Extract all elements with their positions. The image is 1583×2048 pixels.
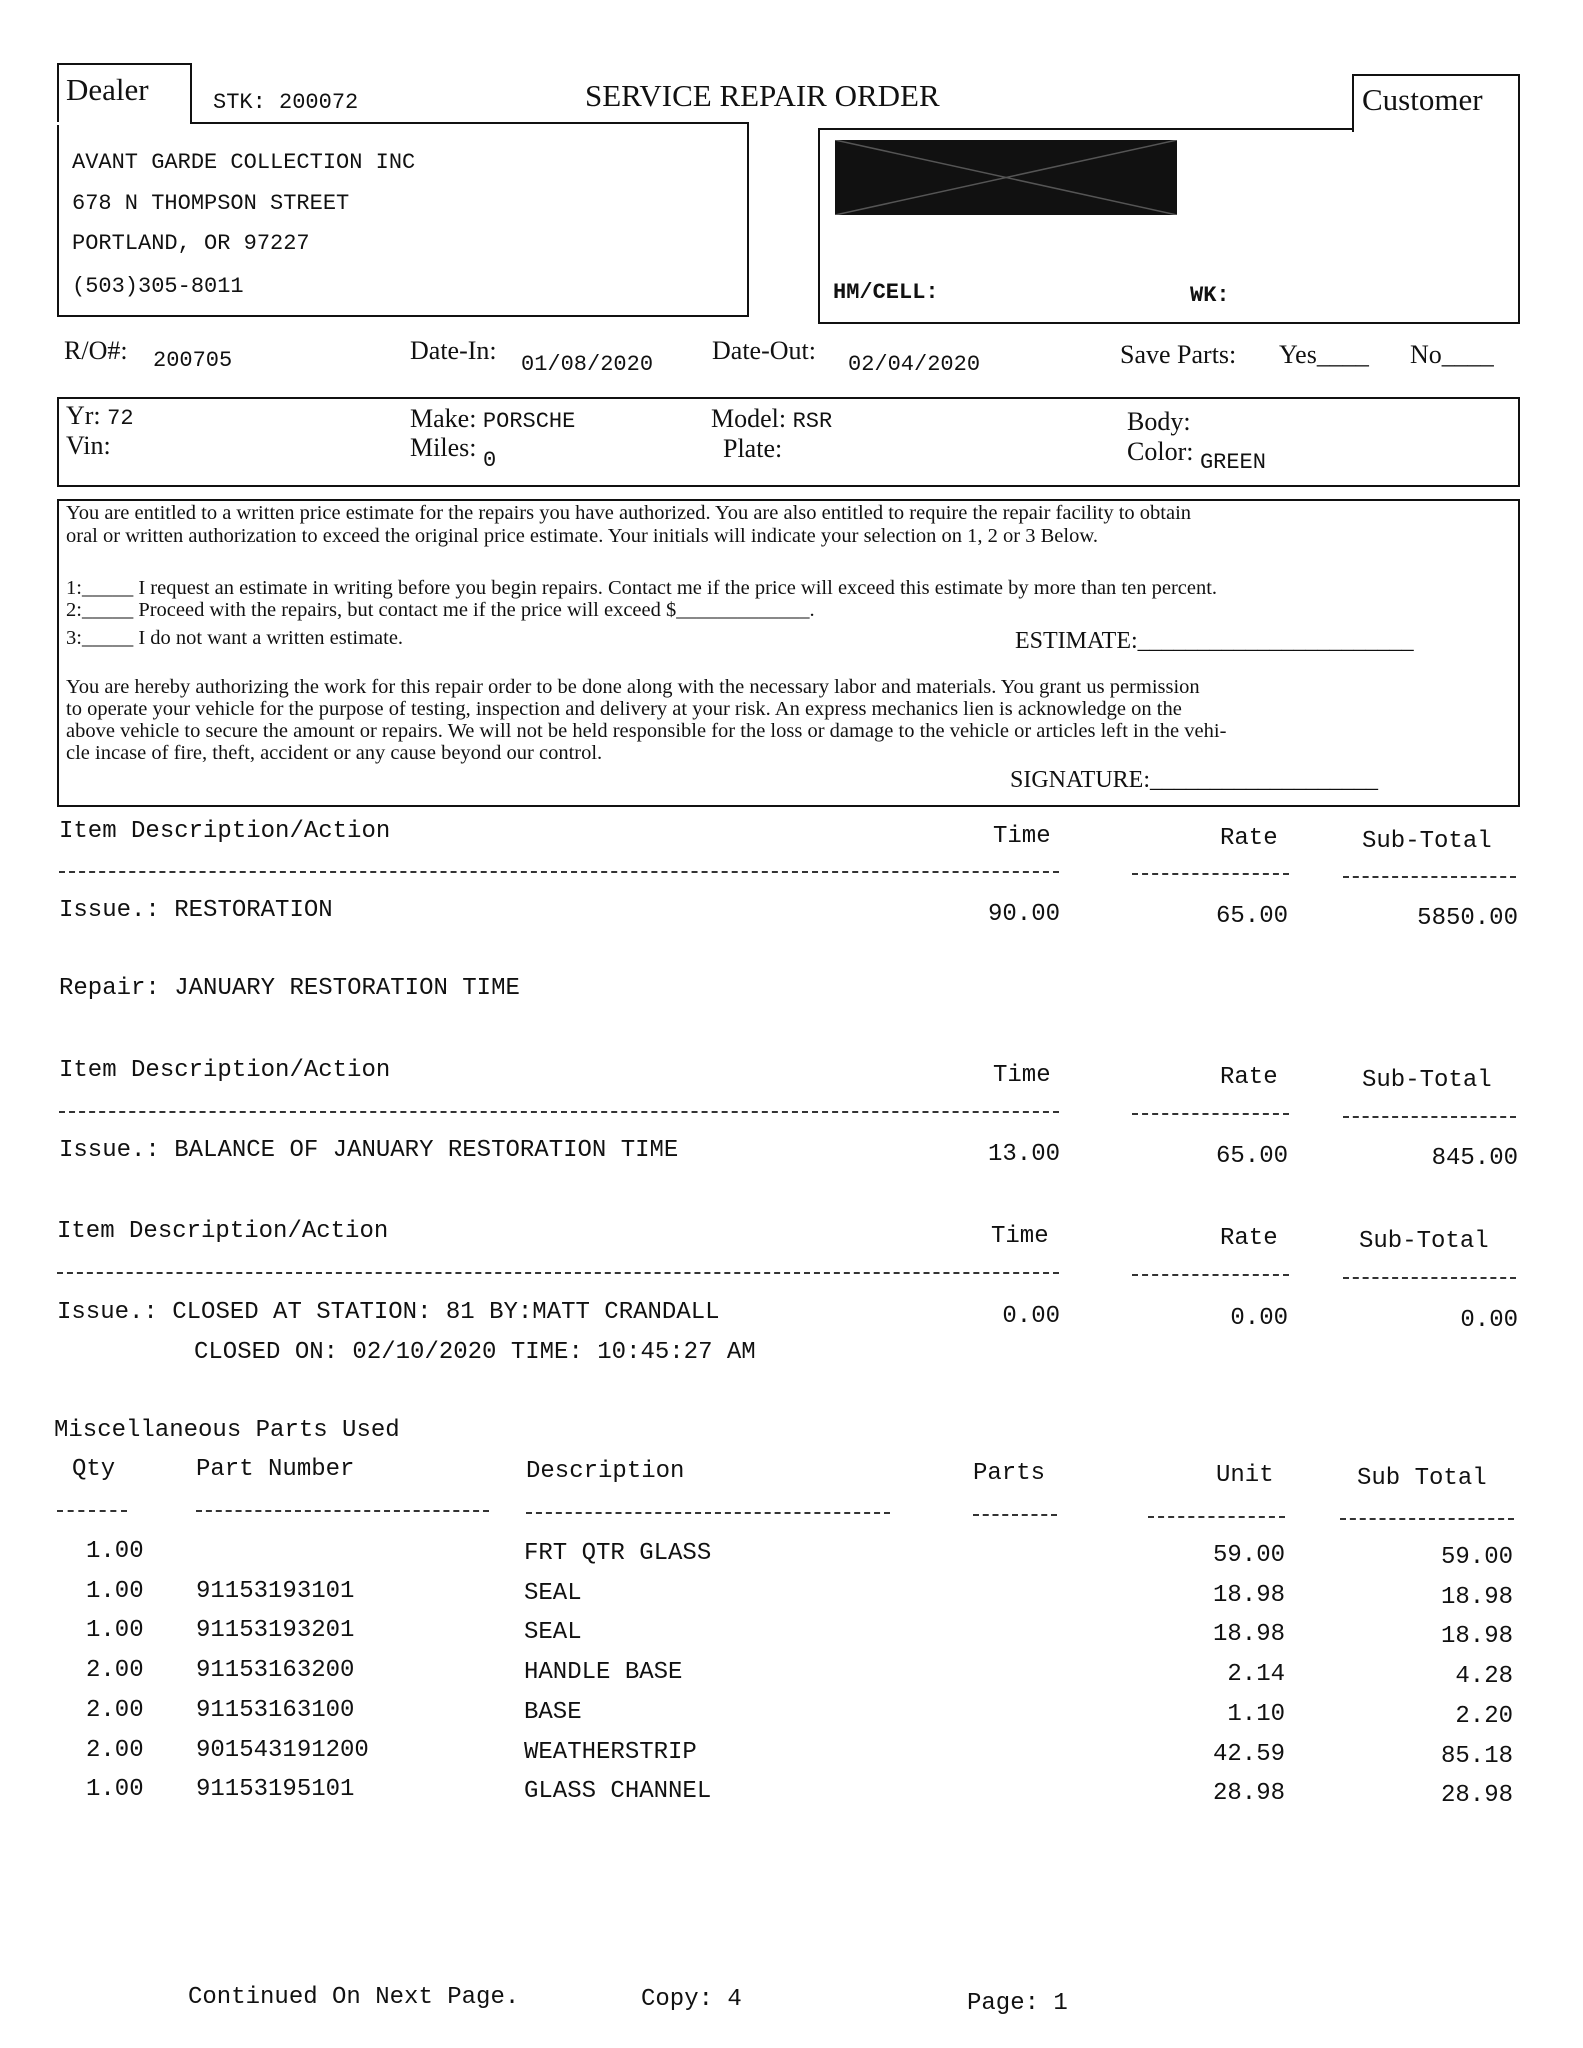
auth-work-line2: to operate your vehicle for the purpose of testing, inspection and delivery at your risk. An express mechanics lien is acknowledge on the — [66, 698, 1182, 720]
divider — [57, 1272, 1059, 1274]
part-qty: 1.00 — [86, 1617, 144, 1644]
part-qty: 1.00 — [86, 1776, 144, 1803]
divider — [1343, 1277, 1516, 1279]
signature-field: SIGNATURE:___________________ — [1010, 767, 1379, 793]
dealer-phone: (503)305-8011 — [72, 274, 244, 299]
save-parts-yes: Yes____ — [1279, 340, 1369, 369]
auth-work-line4: cle incase of fire, theft, accident or any cause beyond our control. — [66, 742, 603, 764]
divider — [57, 1510, 127, 1512]
dealer-street: 678 N THOMPSON STREET — [72, 191, 350, 216]
issue-line: Issue.: RESTORATION — [59, 897, 333, 924]
part-number: 91153193101 — [196, 1578, 355, 1605]
part-unit-price: 1.10 — [1227, 1701, 1285, 1728]
col-header-subtotal: Sub-Total — [1362, 828, 1492, 855]
dealer-label: Dealer — [66, 72, 149, 107]
parts-header-parts: Parts — [973, 1460, 1046, 1487]
divider — [1132, 1113, 1289, 1115]
issue-line-2: CLOSED ON: 02/10/2020 TIME: 10:45:27 AM — [194, 1339, 756, 1366]
page-number: Page: 1 — [967, 1990, 1068, 2017]
body-label: Body: — [1127, 407, 1191, 436]
part-qty: 2.00 — [86, 1657, 144, 1684]
issue-time: 0.00 — [1002, 1303, 1060, 1330]
issue-time: 13.00 — [987, 1141, 1060, 1168]
plate-label: Plate: — [723, 434, 783, 463]
date-out-value: 02/04/2020 — [848, 352, 981, 377]
part-subtotal: 18.98 — [1440, 1623, 1513, 1650]
part-subtotal: 85.18 — [1440, 1743, 1513, 1770]
part-unit-price: 42.59 — [1212, 1741, 1285, 1768]
auth-option-2: 2:_____ Proceed with the repairs, but contact me if the price will exceed $_____________. — [66, 599, 815, 621]
divider — [59, 1111, 1059, 1113]
part-number: 901543191200 — [196, 1737, 369, 1764]
auth-option-1: 1:_____ I request an estimate in writing before you begin repairs. Contact me if the price will exceed this estimate by more than ten percent. — [66, 577, 1218, 599]
part-subtotal: 59.00 — [1440, 1544, 1513, 1571]
save-parts-label: Save Parts: — [1120, 340, 1237, 369]
part-subtotal: 2.20 — [1455, 1703, 1513, 1730]
divider — [1132, 1274, 1289, 1276]
repair-line: Repair: JANUARY RESTORATION TIME — [59, 975, 520, 1002]
part-unit-price: 2.14 — [1227, 1661, 1285, 1688]
part-subtotal: 28.98 — [1440, 1782, 1513, 1809]
issue-time: 90.00 — [987, 901, 1060, 928]
part-subtotal: 18.98 — [1440, 1584, 1513, 1611]
divider — [1343, 1116, 1516, 1118]
issue-rate: 65.00 — [1215, 1143, 1288, 1170]
auth-work-line3: above vehicle to secure the amount or repairs. We will not be held responsible for the loss or damage to the vehicle or articles left in the vehi- — [66, 720, 1227, 742]
col-header-item: Item Description/Action — [57, 1218, 389, 1245]
parts-header-part-number: Part Number — [196, 1456, 355, 1483]
redaction-cross-icon — [835, 140, 1177, 215]
model-field: Model: RSR — [711, 404, 833, 434]
col-header-rate: Rate — [1220, 1225, 1278, 1252]
parts-title: Miscellaneous Parts Used — [54, 1417, 400, 1444]
dealer-city: PORTLAND, OR 97227 — [72, 231, 310, 256]
part-number: 91153195101 — [196, 1776, 355, 1803]
part-qty: 2.00 — [86, 1697, 144, 1724]
page-title: SERVICE REPAIR ORDER — [585, 78, 940, 113]
part-unit-price: 28.98 — [1212, 1780, 1285, 1807]
part-description: HANDLE BASE — [524, 1659, 683, 1686]
customer-label: Customer — [1362, 82, 1483, 117]
issue-subtotal: 5850.00 — [1417, 905, 1518, 932]
ro-number: 200705 — [153, 348, 233, 373]
part-number: 91153163100 — [196, 1697, 355, 1724]
part-qty: 1.00 — [86, 1538, 144, 1565]
issue-rate: 0.00 — [1230, 1305, 1288, 1332]
part-description: WEATHERSTRIP — [524, 1739, 697, 1766]
auth-intro-line2: oral or written authorization to exceed the original price estimate. Your initials will indicate your selection on 1, 2 or 3 Below. — [66, 525, 1098, 547]
col-header-time: Time — [991, 1223, 1049, 1250]
ro-label: R/O#: — [64, 336, 128, 365]
parts-header-unit: Unit — [1216, 1462, 1274, 1489]
issue-line: Issue.: BALANCE OF JANUARY RESTORATION TIME — [59, 1137, 679, 1164]
redacted-customer-name — [835, 140, 1177, 215]
stock-number: STK: 200072 — [213, 90, 359, 115]
col-header-item: Item Description/Action — [59, 818, 391, 845]
color-field: Color: $_{GREEN}$ — [1127, 437, 1266, 475]
hm-cell-label: HM/CELL: — [833, 280, 939, 305]
divider — [1132, 873, 1289, 875]
make-field: Make: PORSCHE — [410, 404, 576, 434]
part-subtotal: 4.28 — [1455, 1663, 1513, 1690]
col-header-rate: Rate — [1220, 825, 1278, 852]
dealer-name: AVANT GARDE COLLECTION INC — [72, 150, 416, 175]
vin-label: Vin: — [66, 431, 111, 460]
part-qty: 1.00 — [86, 1578, 144, 1605]
issue-subtotal: 845.00 — [1431, 1145, 1518, 1172]
parts-header-subtotal: Sub Total — [1357, 1465, 1487, 1492]
auth-intro-line1: You are entitled to a written price estimate for the repairs you have authorized. You are also entitled to require the repair facility to obtain — [66, 502, 1192, 524]
issue-line: Issue.: CLOSED AT STATION: 81 BY:MATT CRANDALL — [57, 1299, 720, 1326]
part-description: SEAL — [524, 1619, 582, 1646]
col-header-time: Time — [993, 1062, 1051, 1089]
save-parts-no: No____ — [1410, 340, 1494, 369]
yr-field: Yr: 72 — [66, 401, 134, 431]
miles-field: Miles: $_0$ — [410, 433, 497, 473]
part-qty: 2.00 — [86, 1737, 144, 1764]
part-description: FRT QTR GLASS — [524, 1540, 712, 1567]
divider — [1148, 1516, 1285, 1518]
col-header-subtotal: Sub-Total — [1362, 1067, 1492, 1094]
date-in-label: Date-In: — [410, 336, 497, 365]
issue-rate: 65.00 — [1215, 903, 1288, 930]
divider — [1340, 1518, 1514, 1520]
divider — [59, 871, 1059, 873]
continued-note: Continued On Next Page. — [188, 1984, 520, 2011]
col-header-item: Item Description/Action — [59, 1057, 391, 1084]
part-description: GLASS CHANNEL — [524, 1778, 712, 1805]
issue-subtotal: 0.00 — [1460, 1307, 1518, 1334]
auth-work-line1: You are hereby authorizing the work for this repair order to be done along with the necessary labor and materials. You grant us permission — [66, 676, 1200, 698]
divider — [1343, 876, 1516, 878]
part-unit-price: 59.00 — [1212, 1542, 1285, 1569]
divider — [973, 1514, 1057, 1516]
divider — [196, 1510, 489, 1512]
part-description: BASE — [524, 1699, 582, 1726]
date-in-value: 01/08/2020 — [521, 352, 654, 377]
col-header-subtotal: Sub-Total — [1359, 1228, 1489, 1255]
col-header-rate: Rate — [1220, 1064, 1278, 1091]
auth-option-3: 3:_____ I do not want a written estimate. — [66, 627, 404, 649]
part-description: SEAL — [524, 1580, 582, 1607]
estimate-field: ESTIMATE:_______________________ — [1015, 628, 1414, 654]
part-unit-price: 18.98 — [1212, 1582, 1285, 1609]
divider — [526, 1512, 890, 1514]
copy-number: Copy: 4 — [641, 1986, 742, 2013]
part-number: 91153163200 — [196, 1657, 355, 1684]
wk-label: WK: — [1190, 283, 1230, 308]
col-header-time: Time — [993, 823, 1051, 850]
part-number: 91153193201 — [196, 1617, 355, 1644]
date-out-label: Date-Out: — [712, 336, 816, 365]
part-unit-price: 18.98 — [1212, 1621, 1285, 1648]
parts-header-description: Description — [526, 1458, 685, 1485]
parts-header-qty: Qty — [72, 1456, 116, 1483]
